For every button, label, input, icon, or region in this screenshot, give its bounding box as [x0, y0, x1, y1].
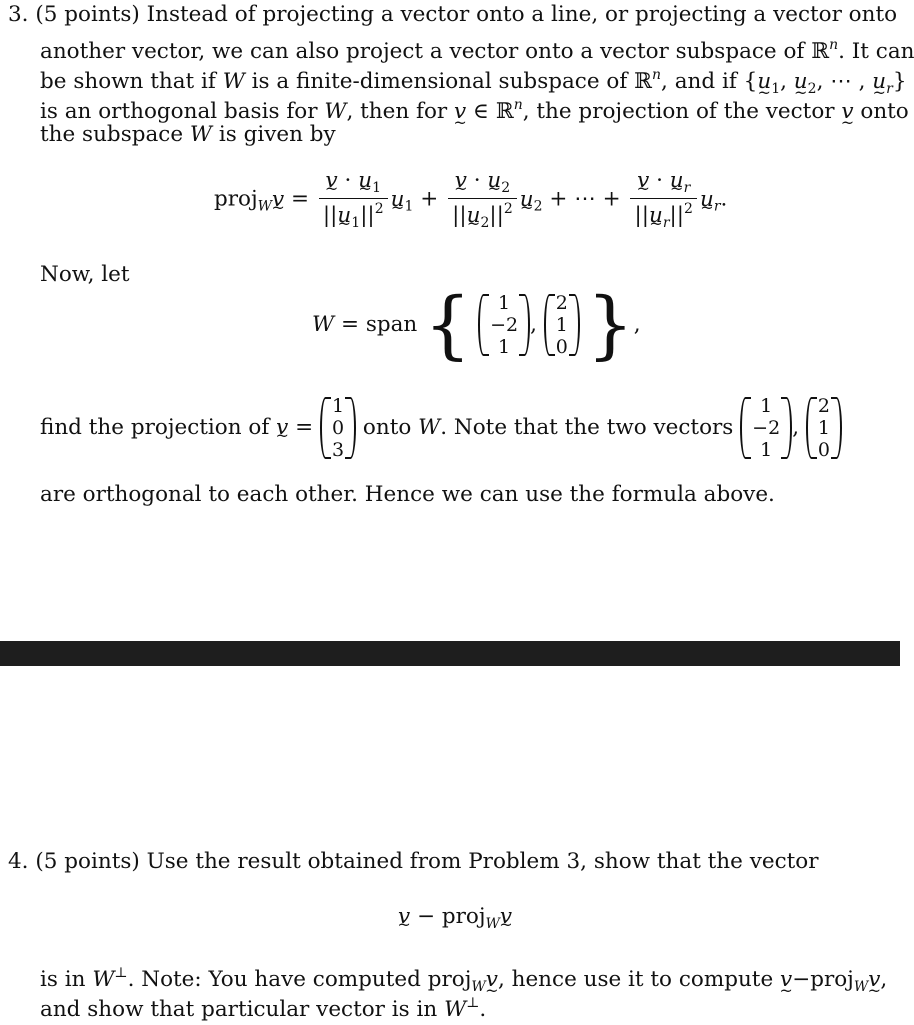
difference-expression: v ~ − proj$_W$v ~ — [398, 904, 512, 932]
problem-3-line-2: another vector, we can also project a vector onto a vector subspace of ℝ$^n$. It can — [40, 37, 914, 64]
problem-number: 3. — [8, 2, 29, 27]
problem-3-line-5: the subspace W is given by — [40, 122, 336, 147]
vector-v: 1 0 3 — [320, 395, 356, 461]
formula-term-1: $\frac{v \sim \cdot u \sim_1}{||u \sim_1||^2}$ — [319, 168, 388, 231]
orthogonal-note: are orthogonal to each other. Hence we can use the formula above. — [40, 482, 775, 507]
now-let-text: Now, let — [40, 262, 130, 287]
basis-vector-1: 1 −2 1 — [478, 292, 530, 358]
formula-term-r: $\frac{v \sim \cdot u \sim_r}{||u \sim_r||^2}$ — [630, 168, 696, 231]
basis-vector-2: 2 1 0 — [544, 292, 580, 358]
divider-bar — [0, 641, 900, 666]
find-projection-line: find the projection of v ~ = 1 0 3 onto W. Note that the two vectors 1 −2 1 , 2 1 0 — [40, 395, 842, 461]
subspace-definition: W = span { 1 −2 1 , 2 1 0 }, — [312, 282, 641, 368]
problem-4-line-1: 4. (5 points) Use the result obtained from Problem 3, show that the vector — [8, 849, 819, 874]
formula-term-2: $\frac{v \sim \cdot u \sim_2}{||u \sim_2||^2}$ — [448, 168, 517, 231]
problem-3-line-1: 3. (5 points) Instead of projecting a vector onto a line, or projecting a vector onto — [8, 2, 898, 27]
problem-3-line-4: is an orthogonal basis for W, then for v ~ ∈ ℝ$^n$, the projection of the vector v ~ onto — [40, 90, 909, 127]
problem-points: (5 points) — [35, 2, 140, 27]
problem-3-line-3: be shown that if W is a finite-dimensional subspace of ℝ$^n$, and if {u $\sim_1$, u $\sim_2$, ⋯ , u $\sim_r$} — [40, 60, 907, 104]
basis-vector-2-repeat: 2 1 0 — [806, 395, 842, 461]
basis-vector-1-repeat: 1 −2 1 — [740, 395, 792, 461]
problem-4-line-2: is in W⊥. Note: You have computed proj$_W$v ~, hence use it to compute v ~−proj$_W$v ~, — [40, 958, 887, 1002]
projection-formula: proj$_W$v ~ = $\frac{v \sim \cdot u \sim_1}{||u \sim_1||^2}$ u $\sim_1$ + $\frac{v \sim \cdot u \sim_2}{||u \sim_2||^2}$ u $\sim_2$ + ⋯ + $\frac{v \sim \cdot u \sim_r}{||u \sim_r||^2}$ u $\sim_r$. — [214, 168, 727, 231]
problem-4-line-3: and show that particular vector is in W⊥. — [40, 995, 487, 1022]
